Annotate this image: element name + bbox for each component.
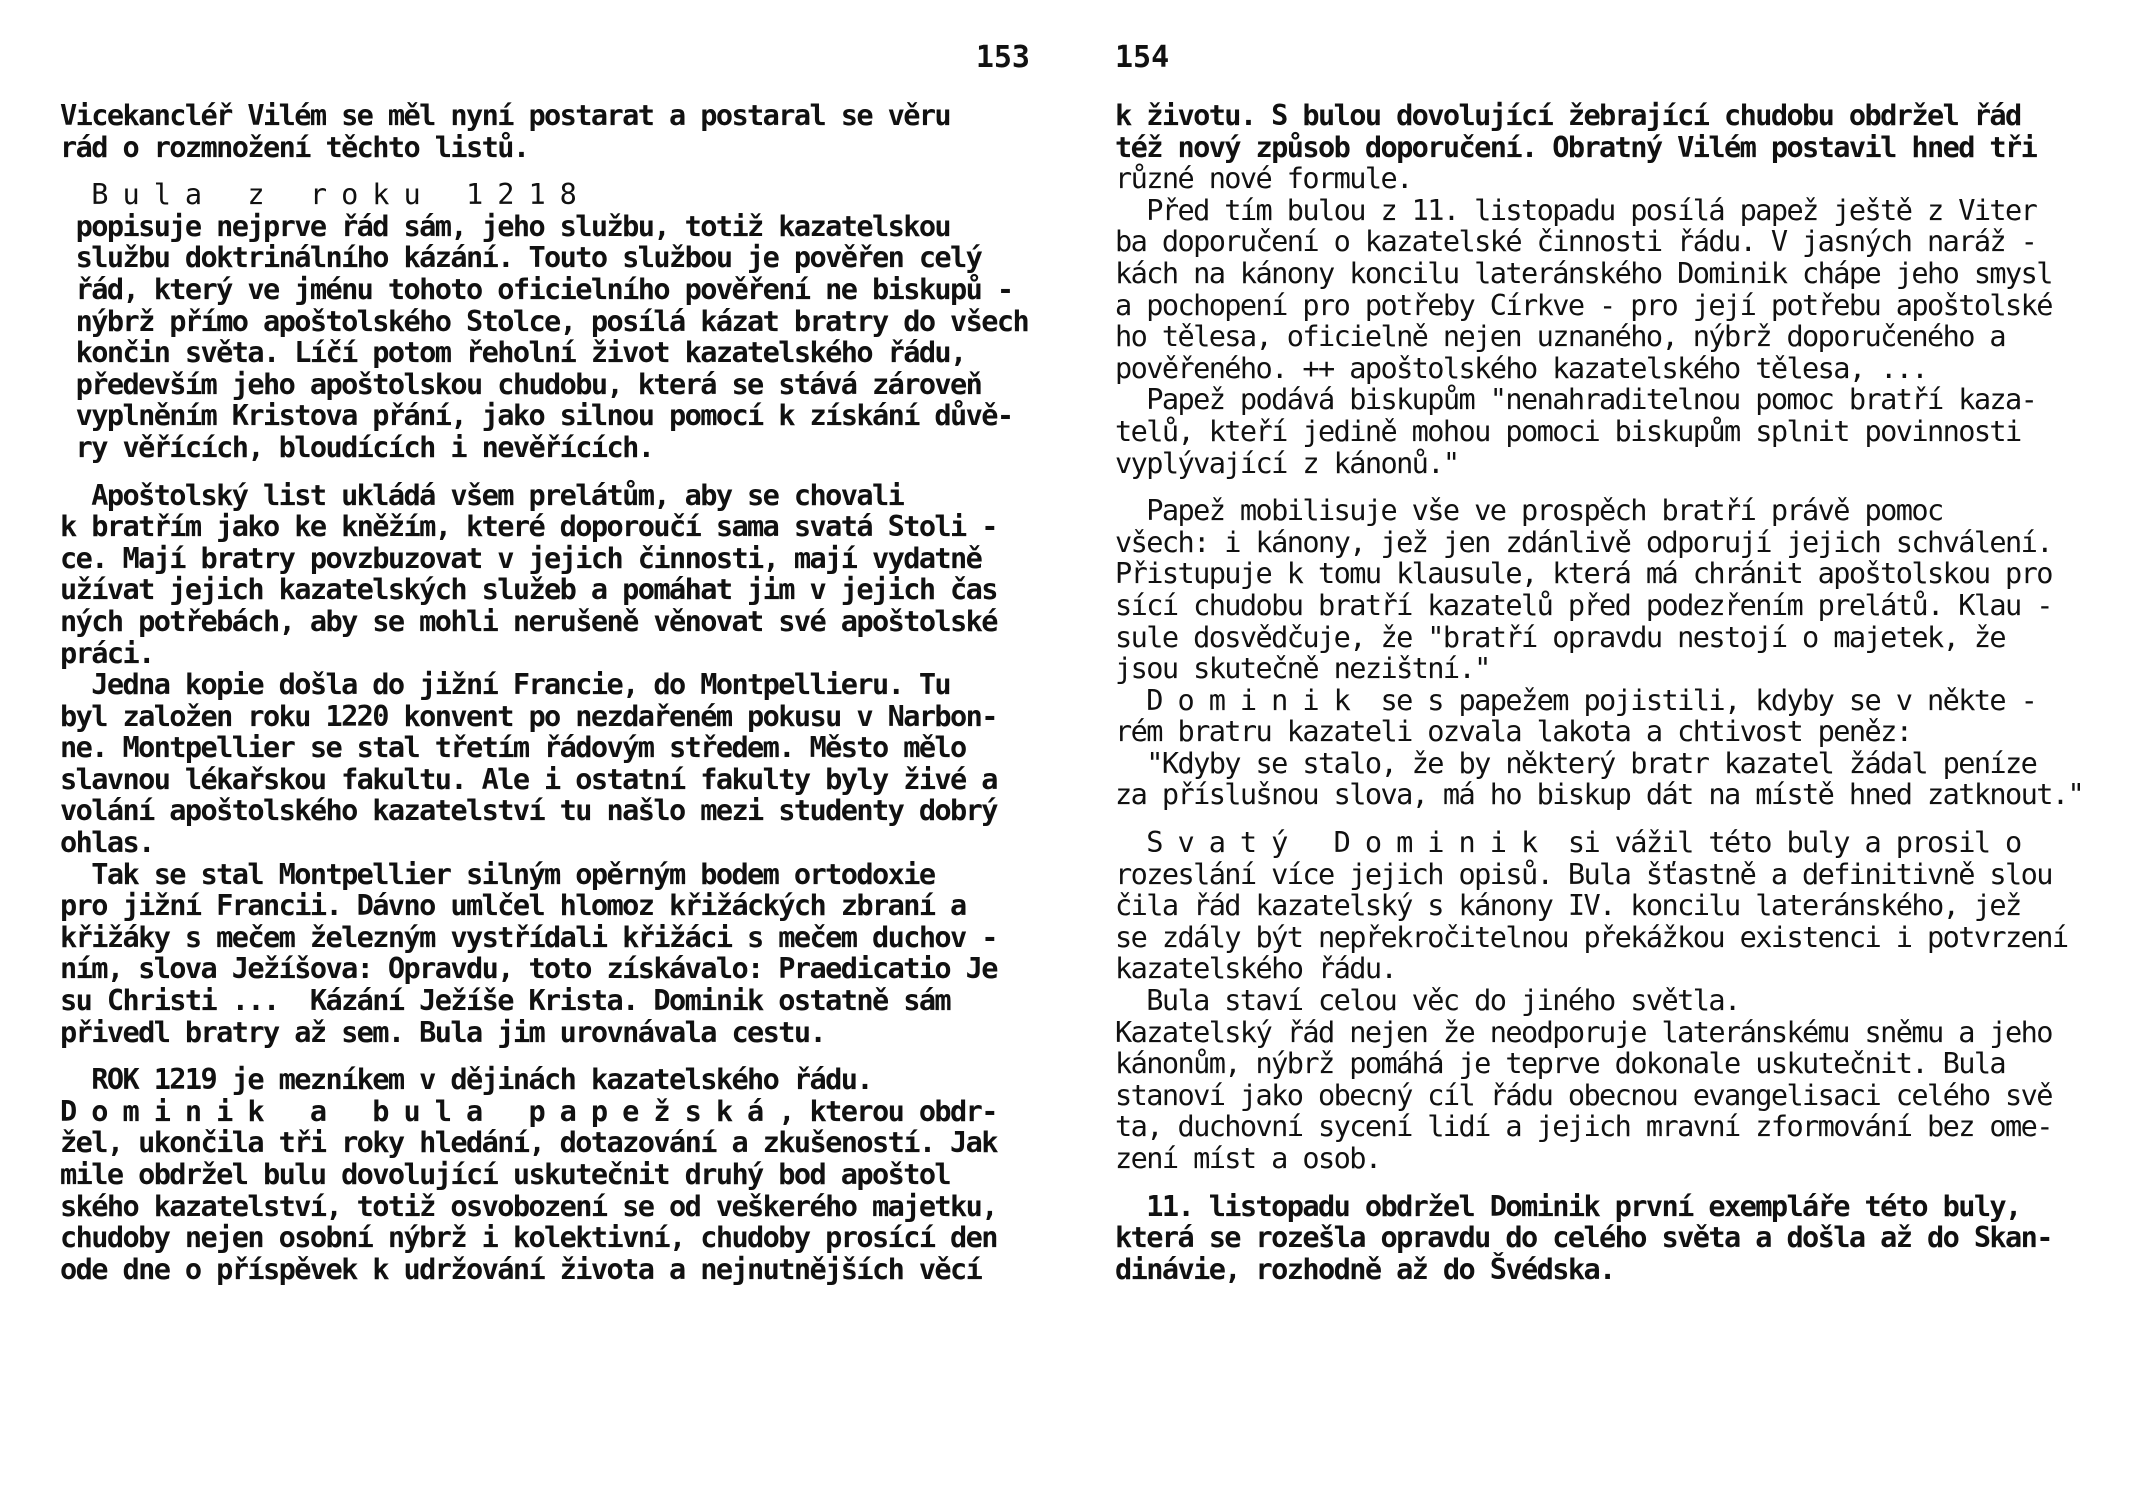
text-line: sící chudobu bratří kazatelů před podezřením prelátů. Klau - xyxy=(1115,587,2052,622)
page-number: 154 xyxy=(1115,40,1170,75)
text-line: ho tělesa, oficielně nejen uznaného, nýbrž doporučeného a xyxy=(1115,319,2006,354)
text-line: S v a t ý D o m i n i k si vážil této buly a prosil o xyxy=(1115,825,2021,860)
text-line: Kazatelský řád nejen že neodporuje lateránskému sněmu a jeho xyxy=(1115,1014,2052,1049)
text-line: dinávie, rozhodně až do Švédska. xyxy=(1115,1251,1615,1286)
text-line: jsou skutečně nezištní." xyxy=(1115,651,1490,686)
text-line: k životu. S bulou dovolující žebrající chudobu obdržel řád xyxy=(1115,98,2021,132)
text-line: ných potřebách, aby se mohli nerušeně věnovat své apoštolské xyxy=(60,603,997,638)
text-line: ta, duchovní sycení lidí a jejich mravní zformování bez ome- xyxy=(1115,1109,2052,1144)
text-line: sule dosvědčuje, že "bratří opravdu nestojí o majetek, že xyxy=(1115,619,2006,654)
page-text xyxy=(60,100,1040,1285)
text-line: různé nové formule. xyxy=(1115,161,1412,196)
text-line: ského kazatelství, totiž osvobození se od veškerého majetku, xyxy=(60,1188,997,1223)
text-line: zení míst a osob. xyxy=(1115,1141,1381,1175)
text-line: B u l a z r o k u 1 2 1 8 xyxy=(60,177,576,212)
text-line: ním, slova Ježíšova: Opravdu, toto získávalo: Praedicatio Je xyxy=(60,951,997,986)
text-line: přivedl bratry až sem. Bula jim urovnávala cestu. xyxy=(60,1014,826,1049)
text-line: mile obdržel bulu dovolující uskutečnit druhý bod apoštol xyxy=(60,1157,951,1191)
text-line: užívat jejich kazatelských služeb a pomáhat jim v jejich čas xyxy=(60,572,997,607)
text-line: "Kdyby se stalo, že by některý bratr kazatel žádal peníze xyxy=(1115,745,2037,780)
text-line: byl založen roku 1220 konvent po nezdařeném pokusu v Narbon- xyxy=(60,698,997,733)
text-line: rozeslání více jejich opisů. Bula šťastně a definitivně slou xyxy=(1115,856,2052,891)
text-line: se zdály být nepřekročitelnou překážkou existenci i potvrzení xyxy=(1115,919,2068,954)
text-line: Bula staví celou věc do jiného světla. xyxy=(1115,983,1740,1018)
text-line: D o m i n i k se s papežem pojistili, kdyby se v někte - xyxy=(1115,682,2037,717)
text-line: všech: i kánony, jež jen zdánlivě odporují jejich schválení. xyxy=(1115,524,2052,559)
page-number: 153 xyxy=(975,40,1030,75)
text-line: nýbrž přímo apoštolského Stolce, posílá kázat bratry do všech xyxy=(60,303,1029,338)
text-line: za příslušnou slova, má ho biskup dát na místě hned zatknout." xyxy=(1115,777,2084,812)
text-line: a pochopení pro potřeby Církve - pro její potřebu apoštolské xyxy=(1115,287,2052,322)
text-line: kazatelského řádu. xyxy=(1115,951,1397,986)
text-line: ohlas. xyxy=(60,825,154,860)
text-line: která se rozešla opravdu do celého světa a došla až do Skan- xyxy=(1115,1220,2052,1255)
text-line: rád o rozmnožení těchto listů. xyxy=(60,129,529,164)
text-line: vyplněním Kristova přání, jako silnou pomocí k získání důvě- xyxy=(60,398,1013,433)
left-page xyxy=(60,40,1040,1480)
text-line: popisuje nejprve řád sám, jeho službu, totiž kazatelskou xyxy=(60,208,951,243)
text-line: ne. Montpellier se stal třetím řádovým středem. Město mělo xyxy=(60,730,966,765)
text-line: Jedna kopie došla do jižní Francie, do Montpellieru. Tu xyxy=(60,667,951,702)
text-line: rém bratru kazateli ozvala lakota a chtivost peněz: xyxy=(1115,714,1912,749)
text-line: Papež podává biskupům "nenahraditelnou pomoc bratří kaza- xyxy=(1115,382,2037,417)
page-text xyxy=(1115,100,2115,1285)
text-line: ROK 1219 je mezníkem v dějinách kazatelského řádu. xyxy=(60,1062,872,1097)
text-line: slavnou lékařskou fakultu. Ale i ostatní fakulty byly živé a xyxy=(60,761,997,796)
text-line: končin světa. Líčí potom řeholní život kazatelského řádu, xyxy=(60,335,966,370)
text-line: 11. listopadu obdržel Dominik první exempláře této buly, xyxy=(1115,1188,2021,1223)
text-line: su Christi ... Kázání Ježíše Krista. Dominik ostatně sám xyxy=(60,983,951,1018)
text-line: kánonům, nýbrž pomáhá je teprve dokonale uskutečnit. Bula xyxy=(1115,1046,2006,1081)
text-line: též nový způsob doporučení. Obratný Vilém postavil hned tři xyxy=(1115,129,2037,164)
text-line: čila řád kazatelský s kánony IV. koncilu lateránského, jež xyxy=(1115,888,2021,923)
text-line: práci. xyxy=(60,635,154,670)
text-line: chudoby nejen osobní nýbrž i kolektivní, chudoby prosící den xyxy=(60,1220,997,1255)
text-line: Vicekancléř Vilém se měl nyní postarat a postaral se věru xyxy=(60,98,951,132)
text-line: službu doktrinálního kázání. Touto službou je pověřen celý xyxy=(60,240,982,275)
text-line: pověřeného. ++ apoštolského kazatelského tělesa, ... xyxy=(1115,350,1927,385)
right-page xyxy=(1115,40,2115,1480)
text-line: ce. Mají bratry povzbuzovat v jejich činnosti, mají vydatně xyxy=(60,540,982,575)
text-line: vyplývající z kánonů." xyxy=(1115,445,1459,480)
text-line: volání apoštolského kazatelství tu našlo mezi studenty dobrý xyxy=(60,793,997,828)
text-line: Apoštolský list ukládá všem prelátům, aby se chovali xyxy=(60,477,904,512)
text-line: Přistupuje k tomu klausule, která má chránit apoštolskou pro xyxy=(1115,556,2052,591)
text-line: křižáky s mečem železným vystřídali křižáci s mečem duchov - xyxy=(60,919,997,954)
text-line: především jeho apoštolskou chudobu, která se stává zároveň xyxy=(60,366,982,401)
text-line: telů, kteří jedině mohou pomoci biskupům splnit povinnosti xyxy=(1115,413,2021,448)
text-line: ba doporučení o kazatelské činnosti řádu. V jasných naráž - xyxy=(1115,224,2037,259)
text-line: řád, který ve jménu tohoto oficielního pověření ne biskupů - xyxy=(60,271,1013,306)
text-line: ry věřících, bloudících i nevěřících. xyxy=(60,429,654,464)
text-line: Papež mobilisuje vše ve prospěch bratří právě pomoc xyxy=(1115,493,1943,528)
text-line: k bratřím jako ke kněžím, které doporoučí sama svatá Stoli - xyxy=(60,509,997,544)
text-line: D o m i n i k a b u l a p a p e ž s k á , kterou obdr- xyxy=(60,1093,997,1128)
text-line: Tak se stal Montpellier silným opěrným bodem ortodoxie xyxy=(60,856,935,891)
text-line: ode dne o příspěvek k udržování života a nejnutnějších věcí xyxy=(60,1251,982,1286)
text-line: žel, ukončila tři roky hledání, dotazování a zkušeností. Jak xyxy=(60,1125,997,1160)
text-line: Před tím bulou z 11. listopadu posílá papež ještě z Viter xyxy=(1115,192,2037,227)
text-line: pro jižní Francii. Dávno umlčel hlomoz křižáckých zbraní a xyxy=(60,888,966,923)
text-line: stanoví jako obecný cíl řádu obecnou evangelisaci celého svě xyxy=(1115,1077,2052,1112)
text-line: kách na kánony koncilu lateránského Dominik chápe jeho smysl xyxy=(1115,255,2052,290)
